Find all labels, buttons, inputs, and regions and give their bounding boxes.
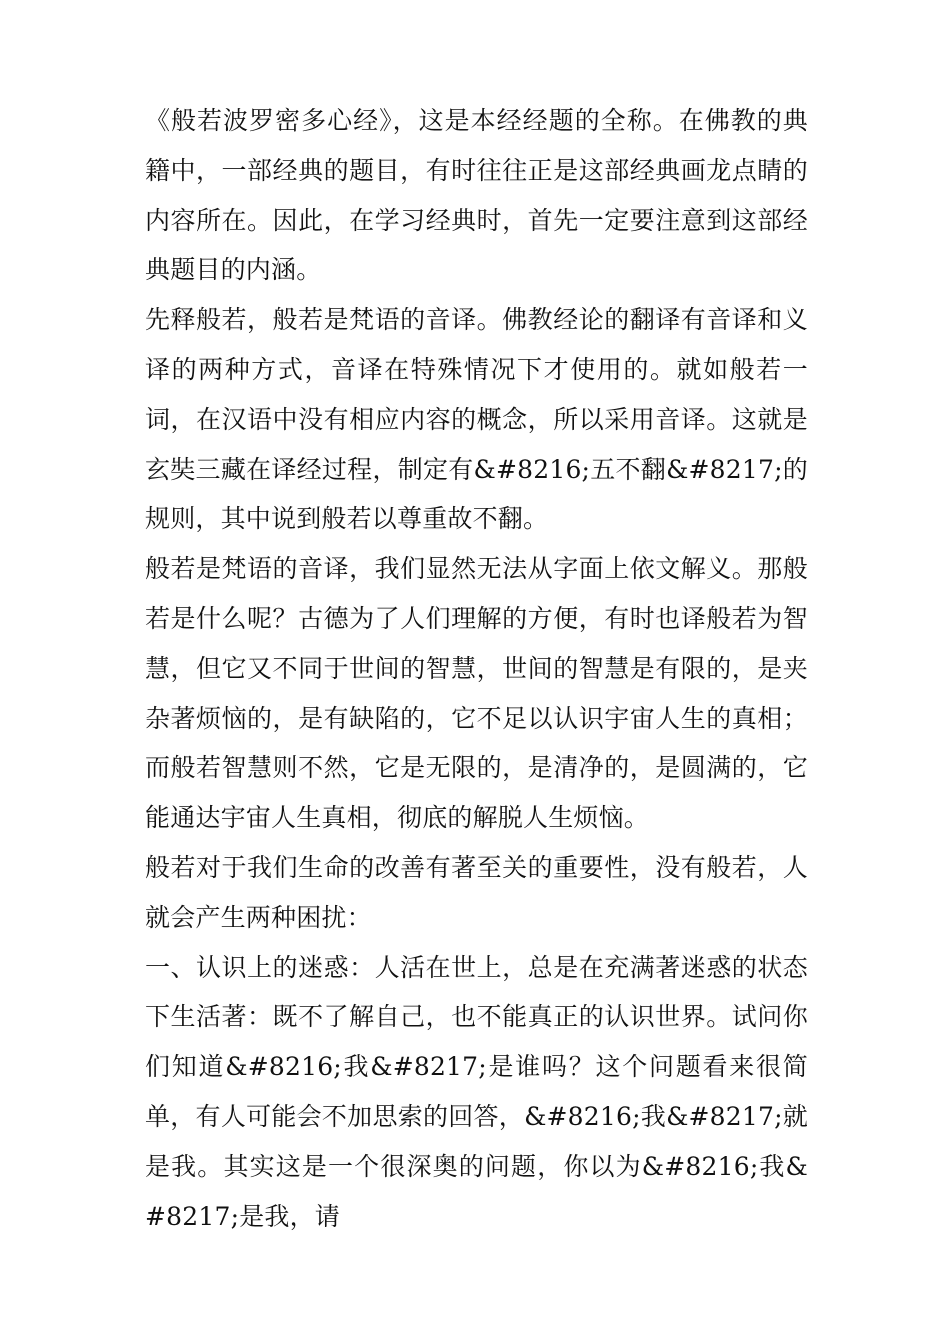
paragraph-2: 先释般若，般若是梵语的音译。佛教经论的翻译有音译和义译的两种方式，音译在特殊情况下才使用的。就如般若一词，在汉语中没有相应内容的概念，所以采用音译。这就是玄奘三藏在译经过程，制定有&#8216;五不翻&#8217;的规则，其中说到般若以尊重故不翻。 [145, 305, 808, 534]
paragraph-1: 《般若波罗密多心经》，这是本经经题的全称。在佛教的典籍中，一部经典的题目，有时往往正是这部经典画龙点睛的内容所在。因此，在学习经典时，首先一定要注意到这部经典题目的内涵。 [145, 106, 808, 285]
paragraph-5: 一、认识上的迷惑：人活在世上，总是在充满著迷惑的状态下生活著：既不了解自己，也不能真正的认识世界。试问你们知道&#8216;我&#8217;是谁吗？这个问题看来很简单，有人可能会不加思索的回答，&#8216;我&#8217;就是我。其实这是一个很深奥的问题，你以为&#8216;我&#8217;是我，请 [145, 952, 808, 1231]
document-body [145, 96, 808, 1241]
paragraph-4: 般若对于我们生命的改善有著至关的重要性，没有般若，人就会产生两种困扰： [145, 852, 808, 932]
paragraph-3: 般若是梵语的音译，我们显然无法从字面上依文解义。那般若是什么呢？古德为了人们理解的方便，有时也译般若为智慧，但它又不同于世间的智慧，世间的智慧是有限的，是夹杂著烦恼的，是有缺陷的，它不足以认识宇宙人生的真相；而般若智慧则不然，它是无限的，是清净的，是圆满的，它能通达宇宙人生真相，彻底的解脱人生烦恼。 [145, 554, 808, 833]
